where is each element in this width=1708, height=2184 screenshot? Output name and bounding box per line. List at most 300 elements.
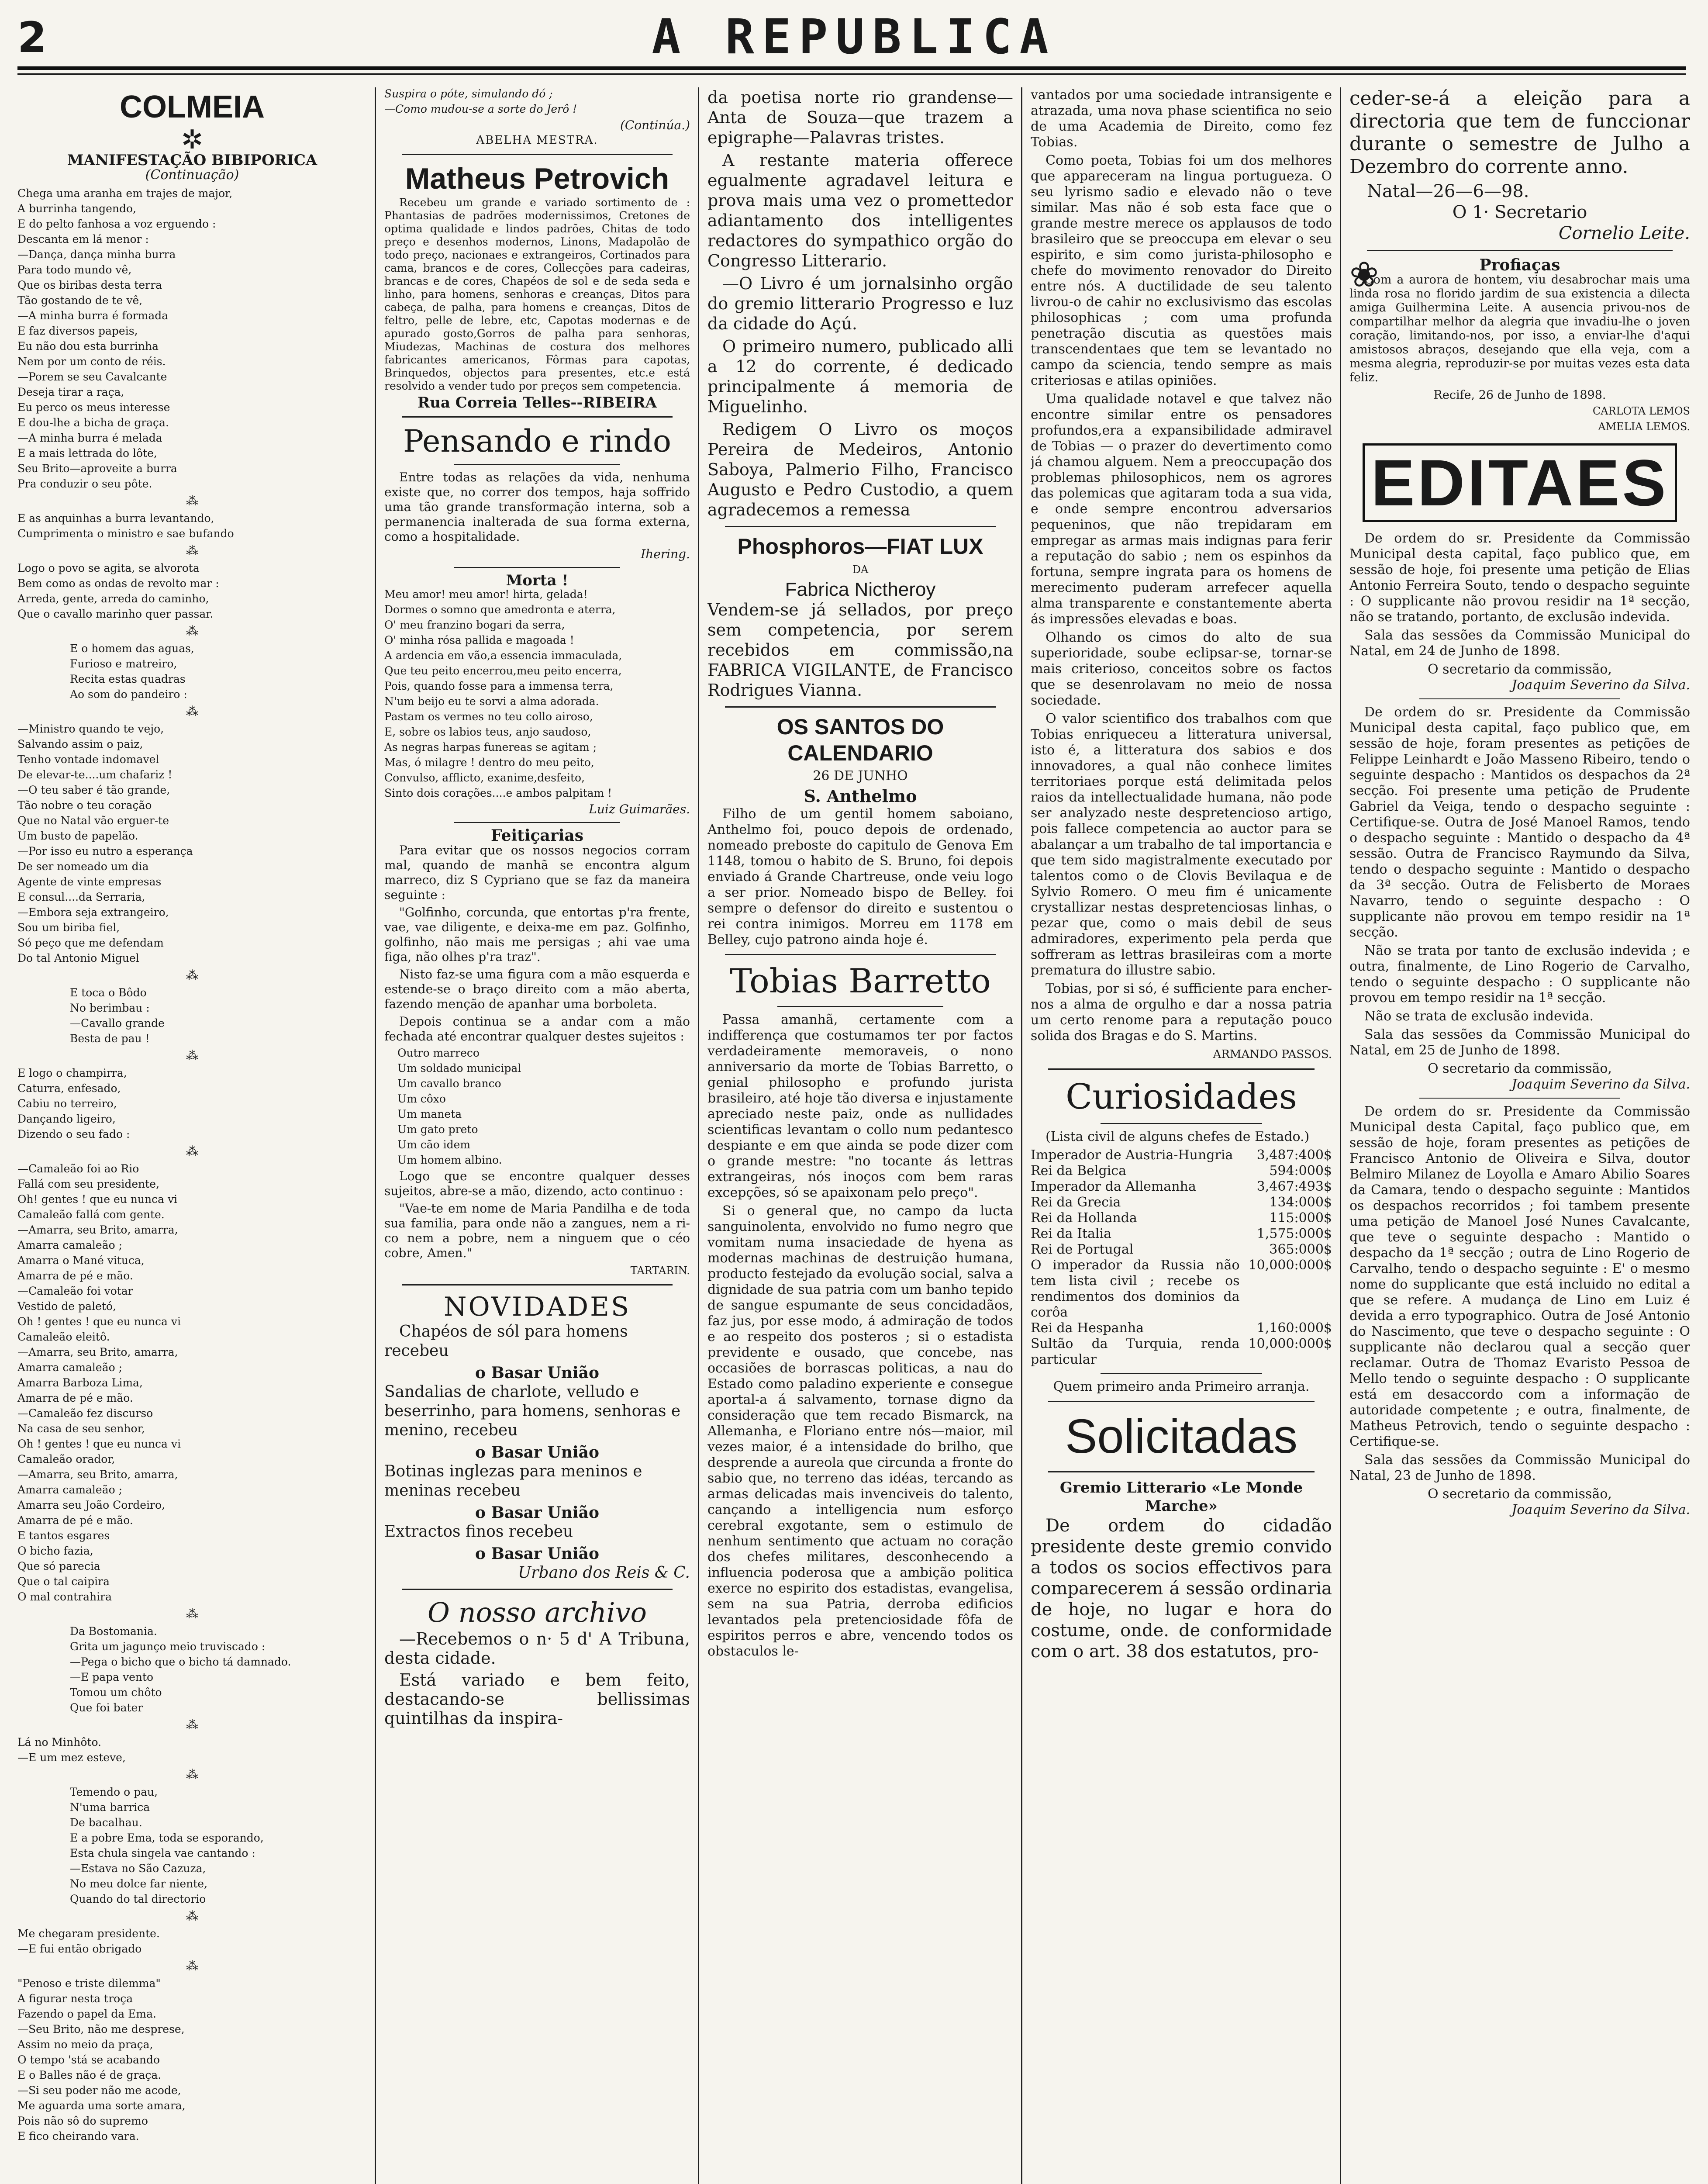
divider xyxy=(1048,1068,1315,1070)
verse-line: E, sobre os labios teus, anjo saudoso, xyxy=(384,726,591,738)
divider xyxy=(402,416,673,418)
section-title: Profiaças xyxy=(1479,256,1560,274)
table-row xyxy=(1031,1163,1332,1179)
verse-line: Que o cavallo marinho quer passar. xyxy=(17,608,214,620)
paragraph: Como poeta, Tobias foi um dos melhores que appareceram na lingua portugueza. O seu lyrismo sadio e elevado não o teve similar. Mas não é sob esta face que o grande mestre merece os applausos de todo brasileiro que se preoccupa em elevar o seu espirito, e sim como jurista-philosopho e chefe do movimento renovador do Direito entre nós. A ductilidade de seu talento livrou-o de cahir no exclusivismo das escolas philosophicas ; com uma profunda penetração discutia as questões mais transcendentaes que tem se levantado no campo da sciencia, tendo sempre as mais criteriosas e atilas opiniões. xyxy=(1031,153,1332,388)
table-row xyxy=(1031,1195,1332,1210)
verse-line: Que teu peito encerrou,meu peito encerra, xyxy=(384,664,622,677)
poem-title: Morta ! xyxy=(506,572,569,589)
divider xyxy=(1048,1471,1315,1472)
verse-line: A burrinha tangendo, xyxy=(17,202,137,215)
verse-line: Que os biribas desta terra xyxy=(17,279,162,291)
verse-line: —Amarra, seu Brito, amarra, xyxy=(17,1223,178,1236)
verse-line: —E fui então obrigado xyxy=(17,1942,142,1955)
verse-line: Tão gostando de te vê, xyxy=(17,294,143,307)
divider xyxy=(1101,1373,1262,1374)
verse-line: E tantos esgares xyxy=(17,1529,110,1542)
verse-line: Amarra camaleão ; xyxy=(17,1361,123,1374)
verse-line: —Porem se seu Cavalcante xyxy=(17,370,167,383)
section-title-editaes: EDITAES xyxy=(1363,443,1677,522)
verse-line: Cumprimenta o ministro e sae bufando xyxy=(17,527,234,540)
section-title: O nosso archivo xyxy=(428,1597,647,1628)
verse-line: Esta chula singela vae cantando : xyxy=(70,1847,255,1859)
author: ARMANDO PASSOS. xyxy=(1213,1048,1332,1061)
verse-line: Salvando assim o paiz, xyxy=(17,738,143,750)
table-cell-name: Rei da Belgica xyxy=(1031,1163,1126,1178)
verse-line: —O teu saber é tão grande, xyxy=(17,784,170,796)
stanza-separator: ⁂ xyxy=(186,494,198,508)
verse-line: Pra conduzir o seu pôte. xyxy=(17,477,152,490)
verse-line: Agente de vinte empresas xyxy=(17,875,162,888)
paragraph: Redigem O Livro os moços Pereira de Medeiros, Antonio Saboya, Palmerio Filho, Francisco Augusto e Pedro Custodio, a quem agradecemos a remessa xyxy=(707,420,1013,519)
verse-line: Grita um jagunço meio truviscado : xyxy=(70,1640,266,1653)
verse-line: Um soldado municipal xyxy=(397,1062,521,1075)
verse-line: Sinto dois corações....e ambos palpitam ! xyxy=(384,787,612,799)
verse-line: E toca o Bôdo xyxy=(70,986,147,999)
store-name: o Basar União xyxy=(475,1503,599,1522)
table-cell-name: Imperador da Allemanha xyxy=(1031,1179,1196,1194)
verse-line: Besta de pau ! xyxy=(70,1032,150,1045)
verse-line: —Como mudou-se a sorte do Jerô ! xyxy=(384,103,577,115)
poem-lines xyxy=(384,588,690,799)
signature: Joaquim Severino da Silva. xyxy=(1511,1502,1690,1517)
verse-line: —E papa vento xyxy=(70,1671,154,1683)
proverb: Quem primeiro anda Primeiro arranja. xyxy=(1053,1379,1310,1394)
section-title: Feitiçarias xyxy=(491,826,583,845)
saint-name: S. Anthelmo xyxy=(804,786,917,806)
verse-line: Amarra de pé e mão. xyxy=(17,1514,133,1527)
paragraph: Sala das sessões da Commissão Municipal do Natal, em 24 de Junho de 1898. xyxy=(1349,628,1690,659)
verse-line: —Si seu poder não me acode, xyxy=(17,2084,181,2097)
paragraph: Logo que se encontre qualquer desses sujeitos, abre-se a mão, dizendo, acto continuo : xyxy=(384,1169,690,1198)
subtitle: MANIFESTAÇÃO BIBIPORICA xyxy=(67,152,317,169)
verse-line: Para todo mundo vê, xyxy=(17,263,132,276)
verse-line: No meu dolce far niente, xyxy=(70,1877,208,1890)
section-title: Curiosidades xyxy=(1066,1076,1297,1117)
verse-line: A figurar nesta troça xyxy=(17,1992,133,2005)
paragraph: Passa amanhã, certamente com a indifferença que costumamos ter por factos verdadeiramente memoraveis, o nono anniversario da morte de Tobias Barretto, o genial philosopho e profundo jurista brasileiro, até hoje tão diversa e injustamente apreciado neste paiz, onde as nullidades scientificas levantam o collo num pedantesco despiante e em que ainda se pode dizer com o grande mestre: "no tocante ás lettras extrangeiras, nós inoços com bem raras excepções, só se apaixonam pelo preço". xyxy=(707,1012,1013,1200)
verse-line: Do tal Antonio Miguel xyxy=(17,952,139,964)
verse-line: Convulso, afflicto, exanime,desfeito, xyxy=(384,771,585,784)
paragraph: Uma qualidade notavel e que talvez não encontre similar entre os pensadores profundos,era a expansibilidade admiravel de Tobias — o prazer do devertimento como já chamou alguem. Nem a preoccupação dos problemas philosophicos, nem os agrores das polemicas que agitaram toda a sua vida, e onde sempre encontrou adversarios pequeninos, que não trepidaram em empregar as armas mais indignas para ferir a reputação do sabio ; nem os espinhos da fortuna, sempre ingrata para os homens de merecimento puderam arrefecer aquella alma transparente e constantemente aberta ás impressões elevadas e boas. xyxy=(1031,391,1332,627)
ad-title: Matheus Petrovich xyxy=(405,162,669,195)
section-title: Solicitadas xyxy=(1065,1410,1297,1463)
table-row xyxy=(1031,1179,1332,1195)
stanza-separator: ⁂ xyxy=(186,543,198,558)
paragraph: Filho de um gentil homem saboiano, Anthelmo foi, pouco depois de ordenado, nomeado preboste do capitulo de Genova Em 1148, tomou o habito de S. Bruno, foi depois enviado á Grande Chartreuse, onde veiu logo a ser prior. Nomeado bispo de Belley. foi sempre o defensor do direito e sustentou o rei contra inimigos. Morreu em 1178 em Belley, cujo patrono ainda hoje é. xyxy=(707,806,1013,947)
verse-line: Tenho vontade indomavel xyxy=(17,753,159,766)
ad-da: DA xyxy=(852,563,869,576)
verse-line: —Estava no São Cazuza, xyxy=(70,1862,206,1875)
table-row xyxy=(1031,1336,1332,1368)
verse-line: —Amarra, seu Brito, amarra, xyxy=(17,1468,178,1481)
verse-line: N'uma barrica xyxy=(70,1801,150,1814)
verse-line: E faz diversos papeis, xyxy=(17,325,138,337)
section-title: NOVIDADES xyxy=(443,1292,631,1322)
table-cell-amount: 1,575:000$ xyxy=(1256,1226,1332,1241)
column-divider xyxy=(1340,87,1341,2184)
verse-line: Nem por um conto de réis. xyxy=(17,355,166,368)
column-1 xyxy=(17,87,367,2184)
section-title: Tobias Barretto xyxy=(730,961,991,1000)
paragraph: O valor scientifico dos trabalhos com que Tobias enriqueceu a litteratura universal, isto é, a litteratura dos sabios e dos innovadores, a qual não conhece limites territoriaes porque está delimitada pelos raios da intellectualidade humana, não pode ser analyzado neste despretencioso artigo, pois fallece competencia ao auctor para se abalançar a um trabalho de tal importancia e que tem sido magistralmente executado por talentos como o de Clovis Bevilaqua e de Sylvio Romero. O meu fim é unicamente crystallizar nestas despretenciosas linhas, o pezar que, como o mais debil de seus admiradores, experimento pela perda que soffreram as lettras brasileiras com a morte prematura do illustre sabio. xyxy=(1031,711,1332,978)
masthead xyxy=(0,0,1708,66)
signature: Joaquim Severino da Silva. xyxy=(1511,677,1690,693)
table-cell-name: Rei de Portugal xyxy=(1031,1242,1134,1257)
verse-line: Eu não dou esta burrinha xyxy=(17,340,159,352)
ad-factory: Fabrica Nictheroy xyxy=(785,579,936,600)
author: Luiz Guimarães. xyxy=(589,802,690,816)
verse-line: Pois, quando fosse para a immensa terra, xyxy=(384,680,614,692)
verse-line: E logo o champirra, xyxy=(17,1067,127,1079)
divider xyxy=(454,567,620,568)
verse-line: E fico cheirando vara. xyxy=(17,2130,139,2143)
stanza-separator: ⁂ xyxy=(186,1717,198,1732)
verse-line: Recita estas quadras xyxy=(70,673,186,685)
paragraph: vantados por uma sociedade intransigente e atrazada, uma nova phase scientifica no seio de uma Academia de Direito, como fez Tobias. xyxy=(1031,87,1332,150)
verse-line: O mal contrahira xyxy=(17,1590,112,1603)
section-title: Pensando e rindo xyxy=(403,423,671,459)
verse-line: Amarra de pé e mão. xyxy=(17,1392,133,1404)
paragraph: A restante materia offerece egualmente agradavel leitura e prova mais uma vez o promettedor adiantamento dos intelligentes redactores do sympathico orgão do Congresso Litterario. xyxy=(707,151,1013,270)
verse-line: Um côxo xyxy=(397,1092,446,1105)
verse-line: Seu Brito—aproveite a burra xyxy=(17,462,177,475)
table-cell-name: Sultão da Turquia, renda particular xyxy=(1031,1336,1240,1367)
table-cell-amount: 10,000:000$ xyxy=(1248,1336,1332,1351)
verse-line: —Camaleão fez discurso xyxy=(17,1407,153,1420)
stanza-separator: ⁂ xyxy=(186,1048,198,1063)
ad-line: Sandalias de charlote, velludo e beserrinho, para homens, senhoras e menino, recebeu xyxy=(384,1383,681,1439)
divider xyxy=(725,706,996,708)
verse-line: Na casa de seu senhor, xyxy=(17,1422,145,1435)
verse-line: Um homem albino. xyxy=(397,1154,502,1166)
ad-line: Botinas inglezas para meninos e meninas recebeu xyxy=(384,1462,642,1500)
divider xyxy=(1048,1401,1315,1402)
ad-address: Rua Correia Telles--RIBEIRA xyxy=(417,394,657,411)
verse-line: Amarra Barboza Lima, xyxy=(17,1376,143,1389)
stanza-separator: ⁂ xyxy=(186,1607,198,1621)
verse-line: Um cavallo branco xyxy=(397,1077,501,1090)
verse-line: Chega uma aranha em trajes de major, xyxy=(17,187,233,200)
verse-line: Temendo o pau, xyxy=(70,1786,158,1798)
paragraph: De ordem do sr. Presidente da Commissão Municipal desta Capital, faço publico que, em sessão de hoje, foram presentes as petições de Francisco Antonio de Oliveira e Silva, doutor Belmiro Milanez de Loyolla e Amaro Abilio Soares da Camara, tendo o despacho seguinte : Mantidos os despachos recorridos ; foi tambem presente uma petição de Manoel José Nunes Cavalcante, que teve o seguinte despacho : Mantido o despacho da 1ª secção ; outra de Lino Rogerio de Carvalho, tendo o despacho seguinte : E' o mesmo nome do supplicante que está incluido no edital a que se refere. A mudança de Lino em Luiz é devida a erro typographico. Outra de José Antonio do Nascimento, que teve o despacho seguinte : O supplicante não declarou qual a secção quer reclamar. Outra de Thomaz Evaristo Pessoa de Mello tendo o seguinte despacho : O supplicante está em desaccordo com a informação de autoridade competente ; e outra, finalmente, de Matheus Petrovich, tendo o seguinte despacho : Certifique-se. xyxy=(1349,1104,1690,1449)
paragraph: da poetisa norte rio grandense—Anta de Souza—que trazem a epigraphe—Palavras tristes. xyxy=(707,88,1013,147)
verse-line: —Cavallo grande xyxy=(70,1017,165,1030)
table-cell-amount: 1,160:000$ xyxy=(1256,1320,1332,1336)
verse-line: E a mais lettrada do lôte, xyxy=(17,447,157,460)
verse-line: —Dança, dança minha burra xyxy=(17,248,176,261)
verse-line: Pastam os vermes no teu collo airoso, xyxy=(384,710,593,723)
verse-line: "Penoso e triste dilemma" xyxy=(17,1977,161,1990)
paragraph: De ordem do sr. Presidente da Commissão Municipal desta capital, faço publico que, em sessão de hoje, foi presente uma petição de Elias Antonio Ferreira Souto, tendo o despacho seguinte : O supplicante não provou residir na 1ª secção, não se tratando, portanto, de exclusão indevida. xyxy=(1349,531,1690,625)
verse-line: Amarra o Mané vituca, xyxy=(17,1254,145,1267)
verse-line: Suspira o póte, simulando dó ; xyxy=(384,87,553,100)
table-row xyxy=(1031,1242,1332,1258)
verse-list xyxy=(17,187,367,2143)
paragraph: Entre todas as relações da vida, nenhuma existe que, no correr dos tempos, haja soffrido uma tão grande transformação interna, sob a permanencia inalterada de sua forma externa, como a hospitalidade. xyxy=(384,470,690,544)
ad-line: Extractos finos recebeu xyxy=(384,1523,573,1541)
paragraph: —Recebemos o n· 5 d' A Tribuna, desta cidade. xyxy=(384,1629,690,1668)
verse-line: Da Bostomania. xyxy=(70,1625,157,1638)
store-name: o Basar União xyxy=(475,1545,599,1563)
verse-line: Um busto de papelão. xyxy=(17,829,138,842)
civil-list-table xyxy=(1031,1147,1332,1368)
verse-line: Vestido de paletó, xyxy=(17,1300,116,1313)
divider xyxy=(725,954,996,955)
table-cell-amount: 365:000$ xyxy=(1269,1242,1332,1257)
divider xyxy=(1419,698,1620,699)
table-cell-name: Rei da Grecia xyxy=(1031,1195,1121,1210)
continuation-note: (Continuação) xyxy=(145,167,239,183)
verse-line: —Embora seja extrangeiro, xyxy=(17,906,169,919)
verse-line: Assim no meio da praça, xyxy=(17,2038,153,2051)
verse-line: —Camaleão foi votar xyxy=(17,1285,133,1297)
verse-line: Um gato preto xyxy=(397,1123,478,1136)
verse-line: Outro marreco xyxy=(397,1047,480,1059)
verse-line: Ao som do pandeiro : xyxy=(70,688,187,701)
verse-line: E consul....da Serraria, xyxy=(17,891,145,903)
ad-body: Recebeu um grande e variado sortimento de : Phantasias de padrões modernissimos, Cretones de optima qualidade e lindos padrões, Chitas de todo preço e desenhos modernos, Linons, Madapolão de todo preço, nacionaes e extrangeiros, Cortinados para cama, brancos e de cores, Collecções para cadeiras, brancas e de cores, Chapéos de sol e de seda seda e linho, para homens, senhoras e creanças, Ditos para cabeça, de palha, para homens e creanças, Ditos de feltro, pelle de lebre, etc, Capotas modernas e de apurado gosto,Gorros de palha para senhoras, Miudezas, Machinas de costura dos melhores fabricantes americanos, Fôrmas para capotas, Brinquedos, objectos para presentes, etc.e está resolvido a vender tudo por preços sem competencia. xyxy=(384,196,690,392)
table-cell-name: Rei da Hespanha xyxy=(1031,1320,1144,1336)
table-cell-amount: 115:000$ xyxy=(1269,1210,1332,1226)
verse-line: Que só parecia xyxy=(17,1560,100,1572)
paragraph: Tobias, por si só, é sufficiente para encher-nos a alma de orgulho e dar a nossa patria um certo renome para a reputação pouco solida dos Bragas e do S. Martins. xyxy=(1031,981,1332,1044)
paragraph: Olhando os cimos do alto de sua superioridade, soube eclipsar-se, tornar-se mais criterioso, conceitos sobre os factos que se desenrolavam no meio de nossa sociedade. xyxy=(1031,630,1332,708)
stanza-separator: ⁂ xyxy=(186,624,198,638)
signature: CARLOTA LEMOS xyxy=(1592,405,1690,417)
verse-line: Me chegaram presidente. xyxy=(17,1927,160,1940)
paragraph: De ordem do sr. Presidente da Commissão Municipal desta capital, faço publico que, em sessão de hoje, foram presentes as petições de Felippe Leinhardt e João Masseno Ribeiro, tendo o seguinte despacho : Mantidos os despachos da 2ª secção. Foi presente uma petição de Prudente Gabriel da Veiga, tendo o despacho seguinte : Certifique-se. Outra de José Manoel Ramos, tendo o despacho seguinte : Mantido o despacho da 4ª sessão. Outra de Francisco Raymundo da Silva, tendo o despacho seguinte : Mantido o despacho da 3ª secção. Outra de Felisberto de Moraes Navarro, tendo o seguinte despacho : O supplicante não provou em tempo residir na 1ª secção. xyxy=(1349,705,1690,940)
verse-line: E a pobre Ema, toda se esporando, xyxy=(70,1832,264,1844)
paragraph: (Lista civil de alguns chefes de Estado.) xyxy=(1046,1129,1310,1144)
store-name: o Basar União xyxy=(475,1364,599,1382)
verse-line: Dançando ligeiro, xyxy=(17,1113,116,1125)
column-divider xyxy=(375,87,376,2184)
divider xyxy=(777,1006,943,1007)
date: Natal—26—6—98. xyxy=(1367,181,1529,201)
table-cell-amount: 134:000$ xyxy=(1269,1195,1332,1210)
verse-line: —Pega o bicho que o bicho tá damnado. xyxy=(70,1655,291,1668)
verse-line: E do pelto fanhosa a voz erguendo : xyxy=(17,218,216,230)
verse-line: Furioso e matreiro, xyxy=(70,657,177,670)
verse-line: Arreda, gente, arreda do caminho, xyxy=(17,592,209,605)
paragraph: Não se trata de exclusão indevida. xyxy=(1364,1009,1594,1024)
paragraph: Sala das sessões da Commissão Municipal do Natal, 23 de Junho de 1898. xyxy=(1349,1452,1690,1483)
table-cell-amount: 594:000$ xyxy=(1269,1163,1332,1178)
section-title: OS SANTOS DO CALENDARIO xyxy=(776,715,944,765)
table-cell-amount: 3,467:493$ xyxy=(1256,1179,1332,1194)
verse-line: As negras harpas funereas se agitam ; xyxy=(384,741,597,753)
verse-line: E o homem das aguas, xyxy=(70,642,194,655)
divider xyxy=(454,822,620,823)
column-2 xyxy=(384,87,690,2184)
verse-line: Tomou um chôto xyxy=(70,1686,162,1699)
paragraph: O primeiro numero, publicado alli a 12 do corrente, é dedicado principalmente á memoria de Miguelinho. xyxy=(707,337,1013,416)
verse-line: Eu perco os meus interesse xyxy=(17,401,170,414)
verse-line: O tempo 'stá se acabando xyxy=(17,2053,160,2066)
divider xyxy=(454,464,620,465)
verse-line: Logo o povo se agita, se alvorota xyxy=(17,562,200,574)
masthead-rule-thin xyxy=(17,73,1686,75)
divider xyxy=(402,1284,673,1286)
date: 26 DE JUNHO xyxy=(813,768,908,784)
stanza-separator: ⁂ xyxy=(186,968,198,982)
verse-line: De bacalhau. xyxy=(70,1816,142,1829)
verse-line: Meu amor! meu amor! hirta, gelada! xyxy=(384,588,588,601)
verse-line: E as anquinhas a burra levantando, xyxy=(17,512,214,525)
verse-line: Lá no Minhôto. xyxy=(17,1736,102,1749)
store-name: o Basar União xyxy=(475,1443,599,1462)
verse-line: Cabiu no terreiro, xyxy=(17,1097,117,1110)
ad-body: Vendem-se já sellados, por preço sem competencia, por serem recebidos em commissão,na FABRICA VIGILANTE, de Francisco Rodrigues Vianna. xyxy=(707,600,1013,700)
verse-line: Só peço que me defendam xyxy=(17,936,164,949)
paragraph: Está variado e bem feito, destacando-se bellissimas quintilhas da inspira- xyxy=(384,1670,690,1728)
table-cell-name: Rei da Hollanda xyxy=(1031,1210,1137,1226)
date: Recife, 26 de Junho de 1898. xyxy=(1433,388,1606,402)
stanza-separator: ⁂ xyxy=(186,1909,198,1923)
page-number: 2 xyxy=(17,13,47,62)
paragraph: Para evitar que os nossos negocios corram mal, quando de manhã se encontra algum marreco, diz S Cypriano que se faz da maneira seguinte : xyxy=(384,843,690,902)
verse-line: O' minha rósa pallida e magoada ! xyxy=(384,634,574,646)
section-title-colmeia: COLMEIA xyxy=(120,90,265,124)
verse-line: —Seu Brito, não me desprese, xyxy=(17,2023,185,2035)
divider xyxy=(402,1589,673,1590)
signature: Cornelio Leite. xyxy=(1558,223,1690,243)
verse-line: —A minha burra é melada xyxy=(17,432,162,444)
continuation-note: (Continúa.) xyxy=(620,118,690,132)
stanza-separator: ⁂ xyxy=(186,1767,198,1782)
verse-line: —E um mez esteve, xyxy=(17,1751,126,1764)
verse-line: Oh! gentes ! que eu nunca vi xyxy=(17,1193,178,1206)
newspaper-title: A REPUBLICA xyxy=(652,9,1056,65)
verse-line: Fallá com seu presidente, xyxy=(17,1178,160,1190)
table-cell-name: O imperador da Russia não tem lista civil ; recebe os rendimentos dos dominios da corôa xyxy=(1031,1258,1240,1320)
paragraph: Si o general que, no campo da lucta sanguinolenta, envolvido no fumo negro que vomitam numa insaciedade de hyena as modernas machinas de destruição humana, producto festejado da evolução social, salva a dignidade de sua patria com um banho tepido de sangue espumante de seus concidadãos, faz jus, por esse modo, á admiração de todos e ao respeito dos posteros ; si o estadista previdente e ousado, que concebe, nas occasiões de borrascas politicas, a nau do Estado como paladino experiente e consegue aportal-a á salvamento, tornase digno da consideração que tem recado Bismarck, na Allemanha, e Floriano entre nós—maior, mil vezes maior, é a intensidade do brilho, que desprende a aureola que circunda a fronte do sabio que, no terreno das idéas, tercando as armas delicadas mais invenciveis do talento, cançando a intelligencia num esforço cerebral exgotante, sem o estimulo de nenhum sentimento que actuam no coração dos chefes militares, desconhecendo a influencia poderosa que a ambição politica exerce no espirito dos estadistas, evangelisa, sem na sua Patria, derroba edificios levantados pela pretenciosidade fôfa de espiritos perros e abre, vencendo todos os obstaculos le- xyxy=(707,1203,1013,1659)
verse-line: Um cão idem xyxy=(397,1138,471,1151)
verse-line: Deseja tirar a raça, xyxy=(17,386,124,398)
table-row xyxy=(1031,1210,1332,1226)
verse-line: A ardencia em vão,a essencia immaculada, xyxy=(384,649,622,662)
flower-ornament-icon: ❀ xyxy=(1349,254,1379,295)
verse-line: Camaleão eleitô. xyxy=(17,1330,110,1343)
verse-line: Sou um biriba fiel, xyxy=(17,921,120,934)
signature: AMELIA LEMOS. xyxy=(1598,421,1690,433)
ad-title: Phosphoros—FIAT LUX xyxy=(737,534,983,559)
verse-line: Amarra de pé e mão. xyxy=(17,1269,133,1282)
verse-line: De ser nomeado um dia xyxy=(17,860,149,873)
divider xyxy=(1101,1123,1262,1124)
verse-line: Camaleão fallá com gente. xyxy=(17,1208,165,1221)
verse-line: No berimbau : xyxy=(70,1002,150,1014)
column-5 xyxy=(1349,87,1690,2184)
verse-line: Amarra camaleão ; xyxy=(17,1483,123,1496)
signature: Urbano dos Reis & C. xyxy=(518,1564,690,1582)
verse-line: O' meu franzino bogari da serra, xyxy=(384,619,565,631)
table-cell-name: Imperador de Austria-Hungria xyxy=(1031,1147,1233,1163)
author: Ihering. xyxy=(641,547,690,561)
verse-line: De elevar-te....um chafariz ! xyxy=(17,768,173,781)
table-cell-name: Rei da Italia xyxy=(1031,1226,1111,1241)
verse-line: —A minha burra é formada xyxy=(17,309,169,322)
paragraph: "Vae-te em nome de Maria Pandilha e de toda sua familia, para onde não a zangues, nem a ri-co nem a pobre, nem a ninguem que o céo cobre, Amen." xyxy=(384,1201,690,1260)
verse-line: Que o tal caipira xyxy=(17,1575,110,1588)
verse-line: Que foi bater xyxy=(70,1701,143,1714)
verse-line: Oh ! gentes ! que eu nunca vi xyxy=(17,1438,181,1450)
paragraph: Não se trata por tanto de exclusão indevida ; e outra, finalmente, de Lino Rogerio de Carvalho, tendo o seguinte despacho : O supplicante não provou em tempo residir na 1ª secção. xyxy=(1349,943,1690,1006)
verse-line: —Ministro quando te vejo, xyxy=(17,722,164,735)
verse-line: N'um beijo eu te sorvi a alma adorada. xyxy=(384,695,599,708)
verse-line: Amarra seu João Cordeiro, xyxy=(17,1499,165,1511)
column-divider xyxy=(1021,87,1022,2184)
signature: Joaquim Severino da Silva. xyxy=(1511,1077,1690,1092)
verse-line: —Amarra, seu Brito, amarra, xyxy=(17,1346,178,1358)
divider xyxy=(725,526,996,527)
verse-line: Pois não sô do supremo xyxy=(17,2115,148,2127)
verse-line: Um maneta xyxy=(397,1108,462,1120)
bee-icon: ✲ xyxy=(181,124,204,155)
stanza-separator: ⁂ xyxy=(186,1959,198,1973)
verse-line: Dizendo o seu fado : xyxy=(17,1128,130,1140)
author: TARTARIN. xyxy=(630,1265,690,1277)
column-divider xyxy=(698,87,699,2184)
divider xyxy=(402,154,673,155)
ad-line: Chapéos de sól para homens recebeu xyxy=(384,1323,628,1360)
verse-line: Caturra, enfesado, xyxy=(17,1082,121,1095)
list xyxy=(384,1047,690,1166)
author: ABELHA MESTRA. xyxy=(476,134,598,147)
stanza-separator: ⁂ xyxy=(186,704,198,719)
paragraph: "Golfinho, corcunda, que entortas p'ra frente, vae, vae diligente, e deixa-me em paz. Golfinho, golfinho, não mais me persigas ; ahi vae uma figa, não olhes p'ra traz". xyxy=(384,905,690,964)
verse-line: E o Balles não é de graça. xyxy=(17,2069,162,2081)
column-3 xyxy=(707,87,1013,2184)
table-row xyxy=(1031,1258,1332,1320)
verse-line: —Camaleão foi ao Rio xyxy=(17,1162,139,1175)
secretary-title: O secretario da commissão, xyxy=(1428,1061,1612,1076)
verse-line: E dou-lhe a bicha de graça. xyxy=(17,416,169,429)
table-row xyxy=(1031,1147,1332,1163)
table-cell-amount: 3,487:400$ xyxy=(1256,1147,1332,1163)
verse-line: Camaleão orador, xyxy=(17,1453,115,1465)
announcement-title: Gremio Litterario «Le Monde Marche» xyxy=(1059,1479,1303,1515)
column-4 xyxy=(1031,87,1332,2184)
divider xyxy=(1419,1098,1620,1099)
table-row xyxy=(1031,1226,1332,1242)
masthead-rule xyxy=(17,66,1686,70)
secretary-title: O secretario da commissão, xyxy=(1428,662,1612,677)
verse-line: Amarra camaleão ; xyxy=(17,1239,123,1251)
divider xyxy=(1367,250,1673,251)
verse-line: —Por isso eu nutro a esperança xyxy=(17,845,193,857)
verse-line: Quando do tal directorio xyxy=(70,1893,206,1905)
verse-line: O bicho fazia, xyxy=(17,1545,93,1557)
verse-line: Tão nobre o teu coração xyxy=(17,799,152,812)
verse-line: Bem como as ondas de revolto mar : xyxy=(17,577,219,590)
paragraph: Nisto faz-se uma figura com a mão esquerda e estende-se o braço direito com a mão aberta, fazendo menção de apanhar uma borboleta. xyxy=(384,967,690,1011)
verse-line: Fazendo o papel da Ema. xyxy=(17,2008,156,2020)
paragraph: Com a aurora de hontem, viu desabrochar mais uma linda rosa no florido jardim de sua existencia a dilecta amiga Guilhermina Leite. A ausencia privou-nos de compartilhar melhor da alegria que invadiu-lhe o joven coração, limitando-nos, por isso, a enviar-lhe d'aqui amistosos abraços, desejando que ella veja, com a mesma alegria, reproduzir-se por muitas vezes esta data feliz. xyxy=(1349,273,1690,384)
verse-line: Mas, ó milagre ! dentro do meu peito, xyxy=(384,756,594,769)
stanza-separator: ⁂ xyxy=(186,1144,198,1158)
verse-line: Me aguarda uma sorte amara, xyxy=(17,2099,186,2112)
paragraph: —O Livro é um jornalsinho orgão do gremio litterario Progresso e luz da cidade do Açú. xyxy=(707,274,1013,333)
verse-line: Descanta em lá menor : xyxy=(17,233,149,245)
paragraph: Sala das sessões da Commissão Municipal do Natal, em 25 de Junho de 1898. xyxy=(1349,1027,1690,1058)
paragraph: ceder-se-á a eleição para a directoria que tem de funccionar durante o semestre de Julho a Dezembro do corrente anno. xyxy=(1349,87,1690,178)
paragraph: De ordem do cidadão presidente deste gremio convido a todos os socios effectivos para comparecerem á sessão ordinaria de hoje, no lugar e hora do costume, onde. de conformidade com o art. 38 dos estatutos, pro- xyxy=(1031,1516,1332,1662)
table-cell-amount: 10,000:000$ xyxy=(1248,1258,1332,1273)
verse-line: Dormes o somno que amedronta e aterra, xyxy=(384,603,616,616)
paragraph: Depois continua se a andar com a mão fechada até encontrar qualquer destes sujeitos : xyxy=(384,1014,690,1044)
